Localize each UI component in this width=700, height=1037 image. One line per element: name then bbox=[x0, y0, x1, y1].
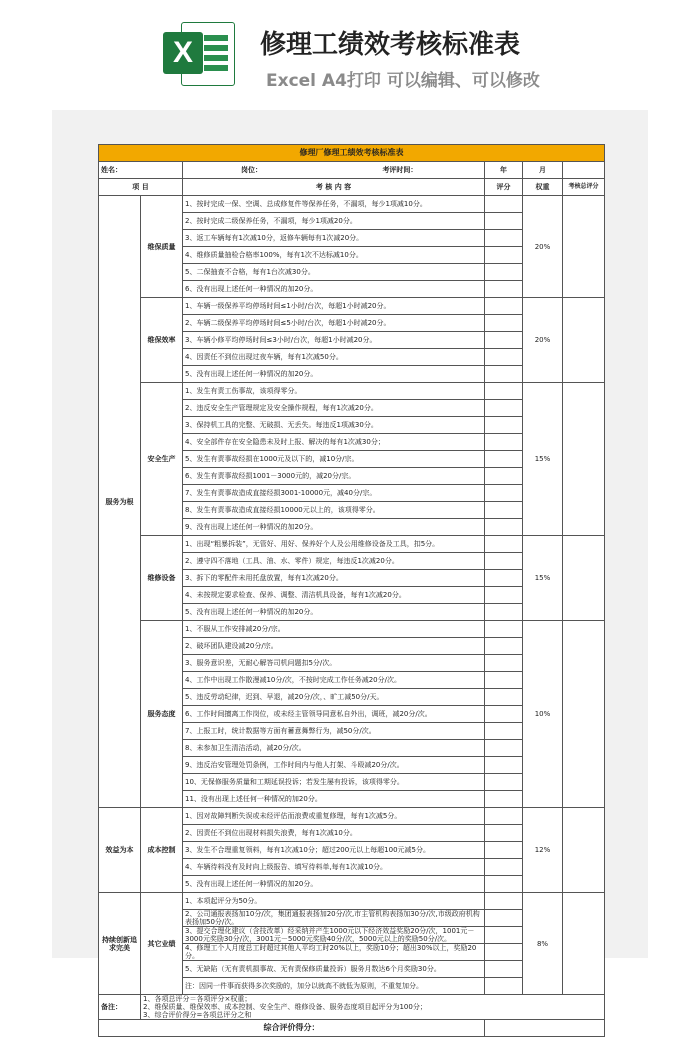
post-period-cell bbox=[183, 162, 485, 179]
score-cell[interactable] bbox=[485, 978, 523, 995]
total-score-cell[interactable] bbox=[563, 298, 605, 383]
weight-value: 8% bbox=[523, 893, 563, 995]
score-cell[interactable] bbox=[485, 825, 523, 842]
form-title: 修理厂修理工绩效考核标准表 bbox=[99, 145, 605, 162]
criterion-text: 9、违反治安管理处罚条例，工作时间内与他人打架、斗殴减20分/次。 bbox=[183, 757, 485, 774]
sub-item-label: 维保效率 bbox=[141, 298, 183, 383]
name-label: 姓名： bbox=[99, 162, 183, 179]
form-title-row bbox=[99, 145, 605, 162]
total-score-cell[interactable] bbox=[563, 196, 605, 298]
header-score: 评分 bbox=[485, 179, 523, 196]
score-cell[interactable] bbox=[485, 706, 523, 723]
score-cell[interactable] bbox=[485, 791, 523, 808]
table-row bbox=[99, 298, 605, 315]
spreadsheet bbox=[98, 144, 604, 1037]
notes-label: 备注： bbox=[99, 995, 141, 1020]
score-cell[interactable] bbox=[485, 417, 523, 434]
criterion-text: 5、没有出现上述任何一种情况的加20分。 bbox=[183, 366, 485, 383]
month-label: 月 bbox=[523, 162, 563, 179]
score-cell[interactable] bbox=[485, 893, 523, 910]
criterion-text: 2、公司通报表扬加10分/次，集团通报表扬加20分/次,市主管机构表扬加30分/次,市级政府机构表扬加50分/次。 bbox=[183, 910, 485, 927]
score-cell[interactable] bbox=[485, 536, 523, 553]
criterion-text: 4、修理工个人月度总工时超过其他人平均工时20%以上，奖励10分；超出30%以上，奖励20分。 bbox=[183, 944, 485, 961]
criterion-text: 2、因责任不到位出现材料损失浪费，每有1次减10分。 bbox=[183, 825, 485, 842]
post-label: 岗位： bbox=[241, 166, 262, 174]
note-line: 1、各项总评分＝各项评分×权重； bbox=[143, 995, 252, 1003]
score-cell[interactable] bbox=[485, 502, 523, 519]
score-cell[interactable] bbox=[485, 264, 523, 281]
criterion-text: 7、上报工时，统计数据等方面有蓄意舞弊行为，减50分/次。 bbox=[183, 723, 485, 740]
criterion-text: 4、工作中出现工作散漫减10分/次，不按时完成工作任务减20分/次。 bbox=[183, 672, 485, 689]
group-label: 服务为根 bbox=[99, 196, 141, 808]
score-cell[interactable] bbox=[485, 451, 523, 468]
table-header-row bbox=[99, 179, 605, 196]
assessment-table bbox=[98, 144, 605, 1037]
criterion-text: 1、发生有责工伤事故，该项得零分。 bbox=[183, 383, 485, 400]
criterion-text: 2、车辆二级保养平均停场时间≤5小时/台次，每超1小时减20分。 bbox=[183, 315, 485, 332]
group-label: 效益为本 bbox=[99, 808, 141, 893]
total-label: 综合评价得分： bbox=[99, 1020, 485, 1037]
criterion-text: 6、发生有责事故经损1001－3000元的，减20分/宗。 bbox=[183, 468, 485, 485]
score-cell[interactable] bbox=[485, 808, 523, 825]
score-cell[interactable] bbox=[485, 366, 523, 383]
criterion-text: 4、安全部件存在安全隐患未及时上报、解决的每有1次减30分； bbox=[183, 434, 485, 451]
weight-value: 10% bbox=[523, 621, 563, 808]
sub-item-label: 成本控制 bbox=[141, 808, 183, 893]
header-content: 考 核 内 容 bbox=[183, 179, 485, 196]
score-cell[interactable] bbox=[485, 281, 523, 298]
criterion-text: 2、遵守四不落地（工具、油、水、零件）规定，每违反1次减20分。 bbox=[183, 553, 485, 570]
score-cell[interactable] bbox=[485, 485, 523, 502]
page-subtitle: Excel A4打印 可以编辑、可以修改 bbox=[266, 71, 540, 91]
score-cell[interactable] bbox=[485, 944, 523, 961]
score-cell[interactable] bbox=[485, 315, 523, 332]
score-cell[interactable] bbox=[485, 689, 523, 706]
criterion-text: 1、不服从工作安排减20分/宗。 bbox=[183, 621, 485, 638]
score-cell[interactable] bbox=[485, 723, 523, 740]
weight-value: 15% bbox=[523, 383, 563, 536]
score-cell[interactable] bbox=[485, 196, 523, 213]
criterion-text: 3、拆下的零配件未用托盘放置，每有1次减20分。 bbox=[183, 570, 485, 587]
criterion-text: 注：因同一件事而获得多次奖励的，加分以就高不就低为原则，不重复加分。 bbox=[183, 978, 485, 995]
criterion-text: 1、因对故障判断失误或未经评估而浪费或重复修理，每有1次减5分。 bbox=[183, 808, 485, 825]
notes-row bbox=[99, 995, 605, 1020]
notes-content bbox=[141, 995, 605, 1020]
criterion-text: 4、维修质量抽检合格率100%，每有1次不达标减10分。 bbox=[183, 247, 485, 264]
score-cell[interactable] bbox=[485, 468, 523, 485]
score-cell[interactable] bbox=[485, 621, 523, 638]
score-cell[interactable] bbox=[485, 655, 523, 672]
criterion-text: 10、无保修服务质量和工期延误投诉；若发生屡有投诉，该项得零分。 bbox=[183, 774, 485, 791]
table-row bbox=[99, 383, 605, 400]
score-cell[interactable] bbox=[485, 672, 523, 689]
group-label: 持续创新追求完美 bbox=[99, 893, 141, 995]
year-label: 年 bbox=[485, 162, 523, 179]
excel-logo-icon bbox=[163, 22, 235, 84]
criterion-text: 5、发生有责事故经损在1000元及以下的，减10分/宗。 bbox=[183, 451, 485, 468]
criterion-text: 3、发生不合理重复领料，每有1次减10分；超过200元以上每超100元减5分。 bbox=[183, 842, 485, 859]
score-cell[interactable] bbox=[485, 400, 523, 417]
criterion-text: 3、返工车辆每有1次减10分，返修车辆每有1次减20分。 bbox=[183, 230, 485, 247]
score-cell[interactable] bbox=[485, 570, 523, 587]
sub-item-label: 维修设备 bbox=[141, 536, 183, 621]
criterion-text: 6、工作时间擅离工作岗位，或未经主管领导同意私自外出，调班，减20分/次。 bbox=[183, 706, 485, 723]
criterion-text: 4、因责任不到位出现过夜车辆，每有1次减50分。 bbox=[183, 349, 485, 366]
score-cell[interactable] bbox=[485, 213, 523, 230]
criterion-text: 1、按时完成一保、空调、总成修复件等保养任务，不漏项，每少1项减10分。 bbox=[183, 196, 485, 213]
criterion-text: 7、发生有责事故造成直接经损3001-10000元，减40分/宗。 bbox=[183, 485, 485, 502]
score-cell[interactable] bbox=[485, 842, 523, 859]
criterion-text: 3、保持机工具的完整、无破损、无丢失。每违反1项减30分。 bbox=[183, 417, 485, 434]
table-row bbox=[99, 536, 605, 553]
total-score-cell[interactable] bbox=[563, 383, 605, 536]
criterion-text: 5、无缺陷（无有责机损事故、无有责保修质量投诉）服务月数达6个月奖励30分。 bbox=[183, 961, 485, 978]
score-cell[interactable] bbox=[485, 604, 523, 621]
page-header bbox=[0, 0, 700, 100]
score-cell[interactable] bbox=[485, 587, 523, 604]
total-score-cell[interactable] bbox=[563, 621, 605, 808]
sub-item-label: 维保质量 bbox=[141, 196, 183, 298]
criterion-text: 2、违反安全生产管理规定及安全操作规程，每有1次减20分。 bbox=[183, 400, 485, 417]
criterion-text: 5、违反劳动纪律，迟到、早退，减20分/次，、旷工减50分/天。 bbox=[183, 689, 485, 706]
criterion-text: 11、没有出现上述任何一种情况的加20分。 bbox=[183, 791, 485, 808]
score-cell[interactable] bbox=[485, 332, 523, 349]
period-label: 考评时间： bbox=[382, 166, 418, 174]
score-cell[interactable] bbox=[485, 434, 523, 451]
score-cell[interactable] bbox=[485, 961, 523, 978]
score-cell[interactable] bbox=[485, 757, 523, 774]
note-line: 2、维保质量、维保效率、成本控制、安全生产、维修设备、服务态度项目起评分为100分； bbox=[143, 1003, 427, 1011]
score-cell[interactable] bbox=[485, 774, 523, 791]
criterion-text: 4、车辆待料没有及时向上级报告、填写待料单,每有1次减10分。 bbox=[183, 859, 485, 876]
excel-x-letter: X bbox=[163, 32, 203, 74]
header-total: 考核总评分 bbox=[563, 179, 605, 196]
score-cell[interactable] bbox=[485, 553, 523, 570]
criterion-text: 9、没有出现上述任何一种情况的加20分。 bbox=[183, 519, 485, 536]
criterion-text: 6、没有出现上述任何一种情况的加20分。 bbox=[183, 281, 485, 298]
weight-value: 12% bbox=[523, 808, 563, 893]
score-cell[interactable] bbox=[485, 383, 523, 400]
page-title: 修理工绩效考核标准表 bbox=[260, 30, 521, 60]
table-row bbox=[99, 893, 605, 910]
criterion-text: 5、没有出现上述任何一种情况的加20分。 bbox=[183, 876, 485, 893]
criterion-text: 3、车辆小修平均停场时间≤3小时/台次，每超1小时减20分。 bbox=[183, 332, 485, 349]
criterion-text: 3、提交合理化建议（含技改革）经采纳并产生1000元以下经济效益奖励20分/次，1001元－3000元奖励30分/次，3001元－5000元奖励40分/次，5000元以上的奖励50分/次。 bbox=[183, 927, 485, 944]
criterion-text: 2、按时完成二级保养任务，不漏项，每少1项减20分。 bbox=[183, 213, 485, 230]
criterion-text: 8、未参加卫生清洁活动，减20分/次。 bbox=[183, 740, 485, 757]
info-row bbox=[99, 162, 605, 179]
score-cell[interactable] bbox=[485, 638, 523, 655]
criterion-text: 3、服务意识差，无耐心解答司机问题扣5分/次。 bbox=[183, 655, 485, 672]
score-cell[interactable] bbox=[485, 910, 523, 927]
header-item: 项 目 bbox=[99, 179, 183, 196]
weight-value: 20% bbox=[523, 298, 563, 383]
score-cell[interactable] bbox=[485, 349, 523, 366]
note-line: 3、综合评价得分=各项总评分之和 bbox=[143, 1011, 252, 1019]
criterion-text: 1、车辆一级保养平均停场时间≤1小时/台次，每超1小时减20分。 bbox=[183, 298, 485, 315]
criterion-text: 4、未按规定要求检查、保养、调整、清洁机具设备，每有1次减20分。 bbox=[183, 587, 485, 604]
table-row bbox=[99, 196, 605, 213]
score-cell[interactable] bbox=[485, 247, 523, 264]
table-row bbox=[99, 621, 605, 638]
header-weight: 权重 bbox=[523, 179, 563, 196]
sub-item-label: 服务态度 bbox=[141, 621, 183, 808]
weight-value: 20% bbox=[523, 196, 563, 298]
table-row bbox=[99, 808, 605, 825]
score-cell[interactable] bbox=[485, 927, 523, 944]
sub-item-label: 安全生产 bbox=[141, 383, 183, 536]
criterion-text: 5、没有出现上述任何一种情况的加20分。 bbox=[183, 604, 485, 621]
criterion-text: 5、二保抽查不合格，每有1台次减30分。 bbox=[183, 264, 485, 281]
criterion-text: 1、出现“粗暴拆装”，无管好、用好、保养好个人及公用维修设备及工具，扣5分。 bbox=[183, 536, 485, 553]
total-score-cell[interactable] bbox=[563, 893, 605, 995]
score-cell[interactable] bbox=[485, 519, 523, 536]
score-cell[interactable] bbox=[485, 298, 523, 315]
score-cell[interactable] bbox=[485, 876, 523, 893]
criterion-text: 2、破坏团队建设减20分/宗。 bbox=[183, 638, 485, 655]
score-cell[interactable] bbox=[485, 740, 523, 757]
weight-value: 15% bbox=[523, 536, 563, 621]
total-score-cell[interactable] bbox=[563, 808, 605, 893]
total-score-cell[interactable] bbox=[563, 536, 605, 621]
score-cell[interactable] bbox=[485, 230, 523, 247]
total-value-cell[interactable] bbox=[485, 1020, 605, 1037]
criterion-text: 8、发生有责事故造成直接经损10000元以上的，该项得零分。 bbox=[183, 502, 485, 519]
total-row bbox=[99, 1020, 605, 1037]
score-cell[interactable] bbox=[485, 859, 523, 876]
sub-item-label: 其它业绩 bbox=[141, 893, 183, 995]
criterion-text: 1、本项起评分为50分。 bbox=[183, 893, 485, 910]
